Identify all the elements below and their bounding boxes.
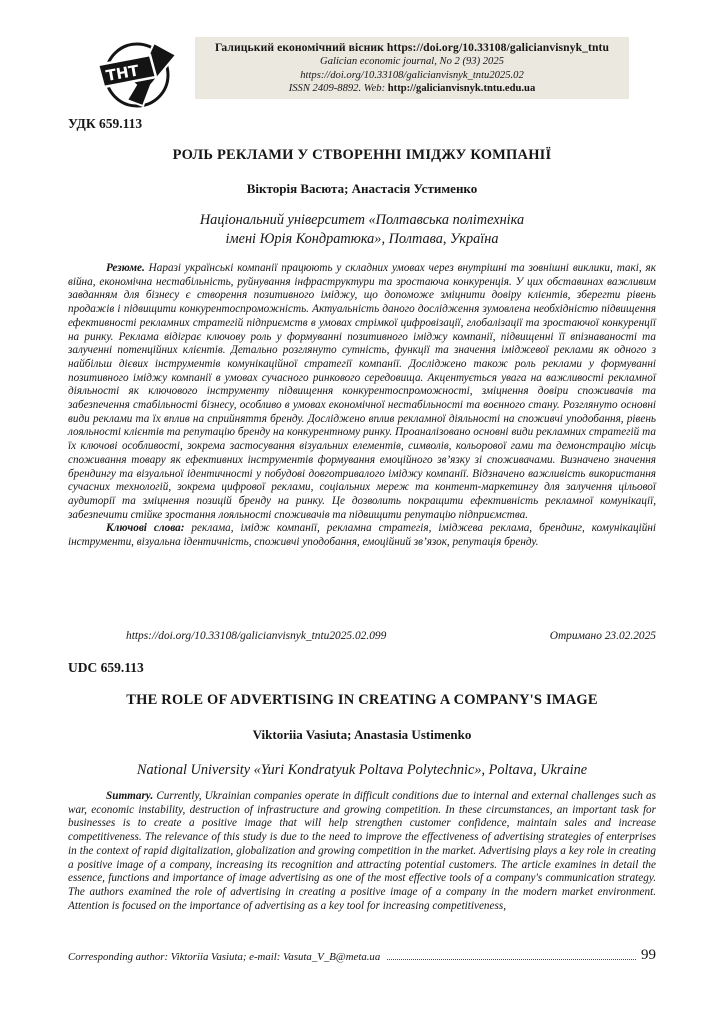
affiliation-en: National University «Yuri Kondratyuk Poltava Polytechnic», Poltava, Ukraine <box>136 762 588 778</box>
page-number: 99 <box>641 947 656 963</box>
journal-issn-line <box>195 82 629 96</box>
dotted-leader <box>387 958 636 960</box>
summary-en-block <box>68 790 656 913</box>
journal-web-link[interactable]: http://galicianvisnyk.tntu.edu.ua <box>387 83 536 94</box>
udc-en: UDC 659.113 <box>68 660 144 675</box>
doi-row <box>68 630 656 642</box>
abstract-ua-block <box>68 262 656 550</box>
affiliation-ua-line2: імені Юрія Кондратюка», Полтава, Україна <box>225 231 499 247</box>
summary-label-en: Summary. <box>106 790 154 802</box>
udc-ua: УДК 659.113 <box>68 116 143 131</box>
page-footer <box>68 948 656 963</box>
abstract-text-ua: Наразі українські компанії працюють у складних умовах через внутрішні та зовнішні виклики, такі, як війна, економічна нестабільність, руйнування інфраструктури та зростаюча конкуренція. У цих обставинах важливим завданням для бізнесу є створення позитивного іміджу, що допоможе зміцнити довіру клієнтів, зберегти рівень продажів і підвищити конкурентоспроможність. Актуальність даного дослідження зумовлена необхідністю підвищення ефективності рекламних стратегій підприємств в умовах стрімкої цифровізації, глобалізації та зростаючої конкуренції на ринку. Реклама відіграє ключову роль у формуванні позитивного іміджу компанії, підвищенні її впізнаваності та залученні потенційних клієнтів. Детально розглянуто сутність, функції та значення іміджевої реклами як одного з найбільш дієвих інструментів комунікаційної стратегії компанії. Досліджено також роль реклами у формуванні позитивного іміджу компанії в умовах сучасного ринкового середовища. Акцентується увага на важливості рекламної діяльності як ключового інструменту підвищення конкурентоспроможності, зміцнення довіри споживачів та забезпечення стабільності бізнесу, особливо в умовах економічної нестабільності та воєнного стану. Розглянуто основні види реклами та їх вплив на сприйняття бренду. Досліджено вплив рекламної діяльності на споживчі уподобання, рівень лояльності клієнтів та репутацію бренду на конкурентному ринку. Проаналізовано основні види рекламних стратегій та їх ключові особливості, зокрема застосування візуальних елементів, символів, кольорової гами та демонстрацію місць споживання товару як ефективних інструментів формування емоційного зв’язку зі споживачами. Визначено значення брендингу та візуальної ідентичності у побудові довготривалого іміджу компанії. Відзначено важливість використання сучасних технологій, зокрема цифрової реклами, соціальних мереж та контент-маркетингу для залучення цільової аудиторії та зміцнення позицій бренду на ринку. Це дозволить покращити ефективність рекламної комунікації, забезпечити стійке зростання лояльності споживачів та підвищити репутацію підприємства. <box>68 262 656 521</box>
abstract-ua <box>68 262 656 522</box>
keywords-text-ua: реклама, імідж компанії, рекламна стратегія, іміджева реклама, брендинг, комунікаційні інструменти, візуальна ідентичність, споживчі уподобання, емоційний зв’язок, репутація бренду. <box>68 522 656 549</box>
summary-text-en: Currently, Ukrainian companies operate in difficult conditions due to internal and external challenges such as war, economic instability, destruction of infrastructure and growing competition. In these circumstances, an important task for businesses is to create a positive image that will help strengthen customer confidence, maintain sales and increase competitiveness. The relevance of this study is due to the need to improve the effectiveness of advertising strategies of enterprises in the context of rapid digitalization, globalization and growing competition in the market. Advertising plays a key role in creating a positive image of a company, increasing its recognition and attracting potential customers. The article examines in detail the essence, functions and importance of image advertising as one of the most effective tools of a company's communication strategy. The authors examined the role of advertising in creating a positive image of a company in the modern market environment. Attention is focused on the importance of advertising as a key tool for increasing competitiveness, <box>68 790 656 912</box>
article-title-en: THE ROLE OF ADVERTISING IN CREATING A COMPANY'S IMAGE <box>126 692 598 708</box>
masthead-block <box>195 37 629 99</box>
abstract-label-ua: Резюме. <box>106 262 145 274</box>
issn-label: ISSN 2409-8892. Web: <box>288 83 388 94</box>
article-doi-link[interactable]: https://doi.org/10.33108/galicianvisnyk_tntu2025.02.099 <box>126 630 387 642</box>
tntu-logo-svg <box>93 37 183 113</box>
authors-en: Viktoriia Vasiuta; Anastasia Ustimenko <box>252 727 472 742</box>
article-title-ua: РОЛЬ РЕКЛАМИ У СТВОРЕННІ ІМІДЖУ КОМПАНІЇ <box>172 147 552 163</box>
affiliation-ua-line1: Національний університет «Полтавська політехніка <box>199 212 525 228</box>
authors-ua: Вікторія Васюта; Анастасія Устименко <box>246 181 478 196</box>
summary-en <box>68 790 656 913</box>
corresponding-author[interactable]: Corresponding author: Viktoriia Vasiuta; e-mail: Vasuta_V_B@meta.ua <box>68 951 381 963</box>
logo-text: ТНТ <box>104 61 141 85</box>
keywords-label-ua: Ключові слова: <box>106 522 185 535</box>
journal-title-en: Galician economic journal, No 2 (93) 2025 <box>320 56 504 67</box>
tntu-logo-icon <box>93 37 183 113</box>
journal-doi-link[interactable]: https://doi.org/10.33108/galicianvisnyk_tntu2025.02 <box>300 69 524 81</box>
keywords-ua <box>68 522 656 549</box>
affiliation-ua <box>68 211 656 249</box>
journal-title-line: Галицький економічний вісник https://doi.org/10.33108/galicianvisnyk_tntu <box>214 41 610 54</box>
received-date: Отримано 23.02.2025 <box>549 630 656 642</box>
